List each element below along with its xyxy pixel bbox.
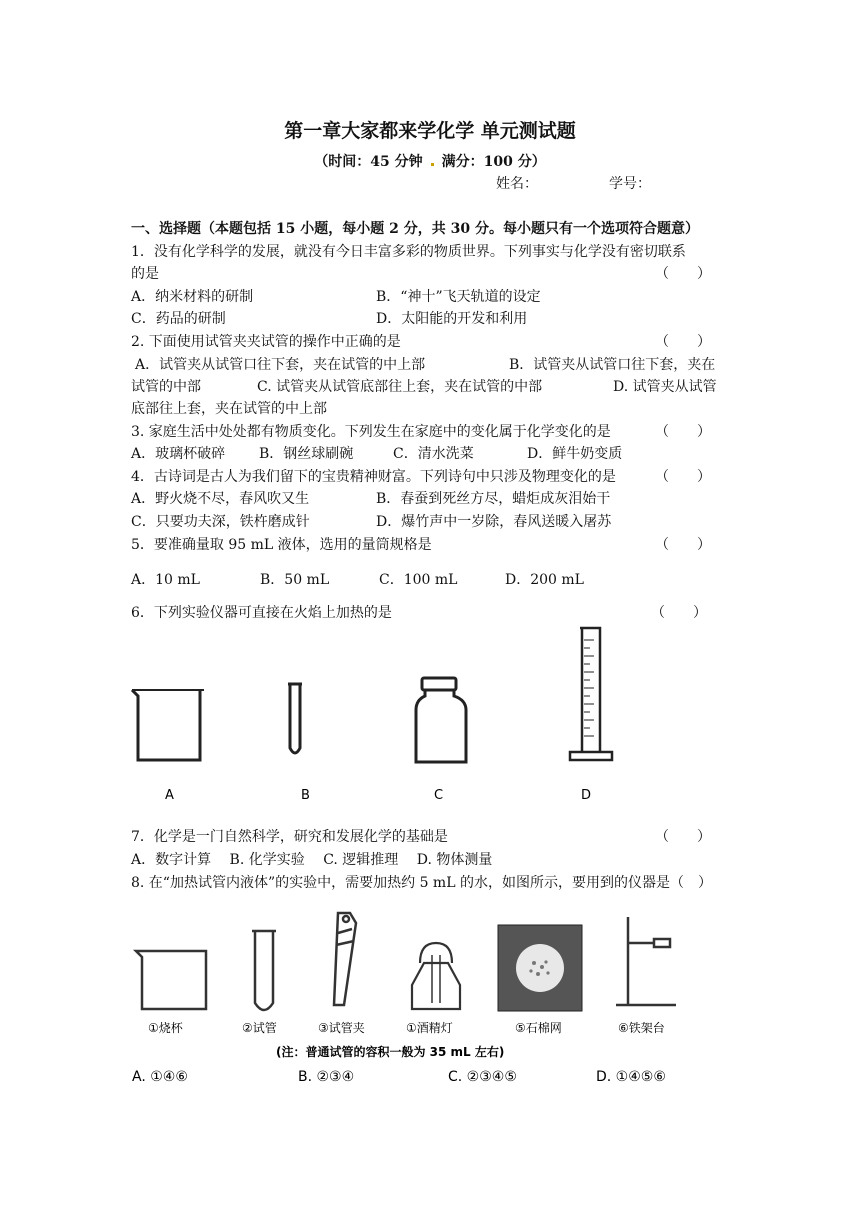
q8-item-6: ⑥铁架台 — [618, 1021, 665, 1035]
q4-option-b: B．春蚕到死丝方尽，蜡炬成灰泪始干 — [376, 491, 611, 507]
q1-answer-blank: （ ） — [655, 266, 711, 282]
q8-apparatus-figure — [128, 905, 708, 1090]
q3-stem: 3. 家庭生活中处处都有物质变化。下列发生在家庭中的变化属于化学变化的是 — [131, 424, 611, 440]
iron-stand-icon — [616, 917, 676, 1005]
q2-option-a: A．试管夹从试管口往下套，夹在试管的中上部 — [135, 357, 426, 373]
test-tube-icon — [252, 931, 276, 1010]
q2-stem: 2. 下面使用试管夹夹试管的操作中正确的是 — [131, 334, 401, 350]
score-info: 满分：100 分） — [441, 154, 546, 170]
q5-stem: 5．要准确量取 95 mL 液体，选用的量筒规格是 — [131, 537, 432, 553]
q8-option-c: C. ②③④⑤ — [448, 1069, 517, 1085]
q7-options: A．数字计算 B. 化学实验 C. 逻辑推理 D. 物体测量 — [131, 852, 493, 868]
test-tube-icon — [288, 684, 302, 753]
alcohol-lamp-icon — [412, 943, 460, 1009]
q6-apparatus-figure — [120, 620, 640, 810]
exam-info — [0, 151, 860, 171]
graduated-cylinder-icon — [570, 628, 612, 760]
q8-item-2: ②试管 — [242, 1021, 277, 1035]
q8-item-1: ①烧杯 — [148, 1021, 183, 1035]
reagent-bottle-icon — [416, 678, 466, 762]
q6-stem: 6．下列实验仪器可直接在火焰上加热的是 — [131, 605, 392, 621]
test-tube-holder-icon — [334, 913, 356, 1005]
q6-label-c: C — [434, 788, 444, 803]
q4-option-a: A．野火烧不尽，春风吹又生 — [131, 491, 310, 507]
page-title: 第一章大家都来学化学 单元测试题 — [284, 120, 576, 142]
q1-option-d: D．太阳能的开发和利用 — [376, 311, 528, 327]
time-info: （时间：45 分钟 — [314, 154, 423, 170]
wire-gauze-icon — [498, 925, 582, 1011]
beaker-icon — [136, 951, 206, 1009]
q2-option-b: B．试管夹从试管口往下套，夹在 — [509, 357, 716, 373]
q1-stem: 1．没有化学科学的发展，就没有今日丰富多彩的物质世界。下列事实与化学没有密切联系 — [131, 244, 686, 260]
q1-stem-cont: 的是 — [131, 266, 159, 282]
name-label: 姓名： — [496, 176, 538, 192]
q8-option-d: D. ①④⑤⑥ — [596, 1069, 666, 1085]
q2-option-b-cont: 试管的中部 — [131, 379, 201, 395]
q8-option-a: A. ①④⑥ — [132, 1069, 188, 1085]
q4-option-c: C．只要功夫深，铁杵磨成针 — [131, 514, 310, 530]
q3-option-a: A．玻璃杯破碎 — [131, 446, 226, 462]
q8-item-3: ③试管夹 — [318, 1021, 365, 1035]
q1-option-b: B．“神十”飞天轨道的设定 — [376, 289, 541, 305]
q1-option-a: A．纳米材料的研制 — [131, 289, 254, 305]
q3-option-d: D．鲜牛奶变质 — [527, 446, 623, 462]
q3-option-c: C．清水洗菜 — [393, 446, 474, 462]
q6-answer-blank: （ ） — [651, 605, 707, 621]
q5-option-d: D．200 mL — [505, 572, 584, 588]
q5-option-c: C．100 mL — [379, 572, 458, 588]
q3-answer-blank: （ ） — [655, 424, 711, 440]
q7-stem: 7．化学是一门自然科学，研究和发展化学的基础是 — [131, 829, 448, 845]
q5-option-a: A．10 mL — [131, 572, 200, 588]
q1-option-c: C．药品的研制 — [131, 311, 226, 327]
q8-option-b: B. ②③④ — [298, 1069, 355, 1085]
q5-answer-blank: （ ） — [655, 537, 711, 553]
q6-label-b: B — [301, 788, 310, 803]
id-label: 学号： — [609, 176, 651, 192]
q2-option-d: D. 试管夹从试管 — [613, 379, 717, 395]
q8-item-4: ①酒精灯 — [406, 1021, 453, 1035]
section-heading: 一、选择题（本题包括 15 小题，每小题 2 分，共 30 分。每小题只有一个选项符合题意） — [131, 221, 699, 237]
q8-stem: 8. 在“加热试管内液体”的实验中，需要加热约 5 mL 的水，如图所示，要用到的仪器是（ ） — [131, 875, 712, 891]
q2-option-d-cont: 底部往上套，夹在试管的中上部 — [131, 401, 327, 417]
q6-label-d: D — [581, 788, 592, 803]
beaker-icon — [132, 690, 204, 760]
q2-answer-blank: （ ） — [655, 334, 711, 350]
q6-label-a: A — [165, 788, 174, 803]
q2-option-c: C. 试管夹从试管底部往上套，夹在试管的中部 — [257, 379, 543, 395]
q5-option-b: B．50 mL — [260, 572, 330, 588]
q4-answer-blank: （ ） — [655, 469, 711, 485]
q4-stem: 4．古诗词是古人为我们留下的宝贵精神财富。下列诗句中只涉及物理变化的是 — [131, 469, 616, 485]
q8-item-5: ⑤石棉网 — [515, 1021, 562, 1035]
q7-answer-blank: （ ） — [655, 829, 711, 845]
q4-option-d: D．爆竹声中一岁除，春风送暖入屠苏 — [376, 514, 612, 530]
q8-note: (注：普通试管的容积一般为 35 mL 左右) — [276, 1045, 505, 1059]
q3-option-b: B．钢丝球刷碗 — [259, 446, 354, 462]
